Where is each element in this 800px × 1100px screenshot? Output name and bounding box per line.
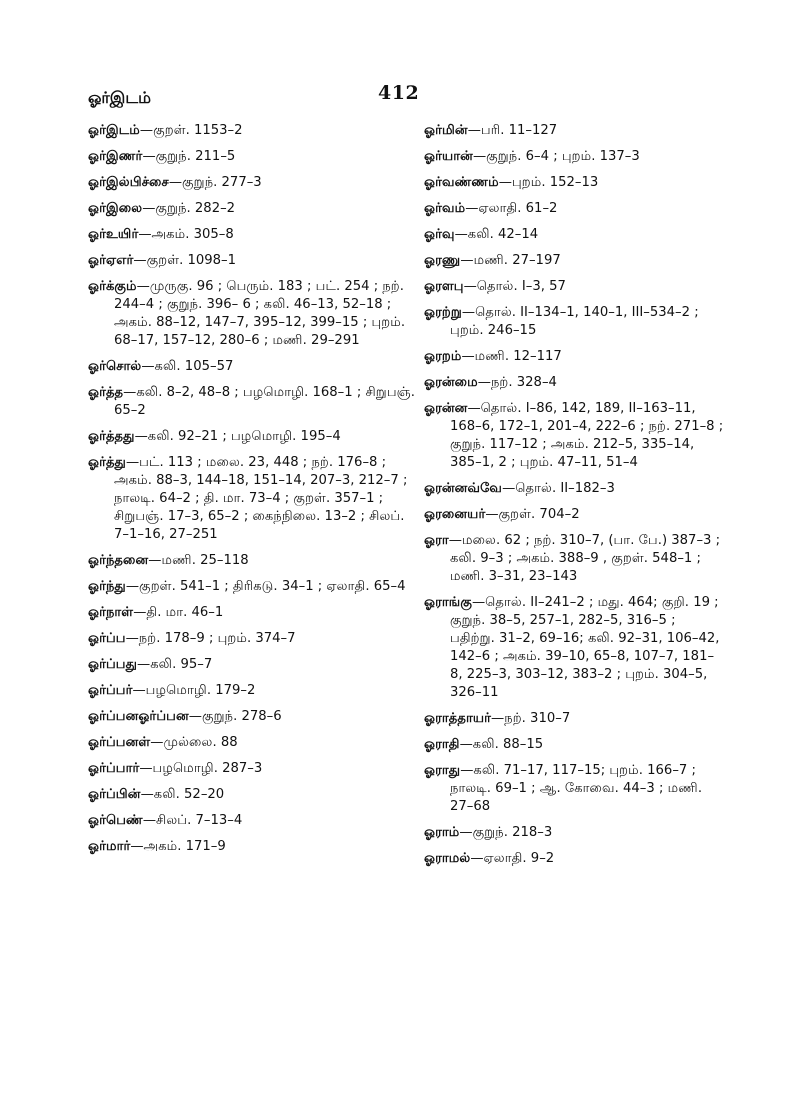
entry-references: —கலி. 8–2, 48–8 ; பழமொழி. 168–1 ; சிறுபஞ். 65–2	[114, 385, 415, 418]
entry-references: —குறுந். 6–4 ; புறம். 137–3	[472, 149, 640, 164]
entry-headword: ஓராம்	[424, 825, 460, 840]
index-entry	[88, 200, 418, 218]
index-entry	[424, 148, 724, 166]
entry-headword: ஓர்யான்	[424, 149, 473, 164]
index-entry	[424, 736, 724, 754]
entry-headword: ஓரன்ன	[424, 401, 468, 416]
entry-headword: ஓர்இணர்	[88, 149, 143, 164]
index-entry	[88, 630, 418, 648]
index-entry	[88, 812, 418, 830]
entry-references: —கலி. 92–21 ; பழமொழி. 195–4	[134, 429, 341, 444]
entry-headword: ஓராது	[424, 763, 461, 778]
entry-references: —முல்லை. 88	[150, 735, 238, 750]
entry-headword: ஓர்ப்பார்	[88, 761, 140, 776]
index-entry	[424, 480, 724, 498]
entry-references: —குறள். 1153–2	[139, 123, 243, 138]
index-entry	[424, 278, 724, 296]
entry-headword: ஓராமல்	[424, 851, 471, 866]
index-entry	[88, 122, 418, 140]
entry-references: —குறுந். 218–3	[459, 825, 553, 840]
entry-references: —கலி. 95–7	[137, 657, 213, 672]
entry-headword: ஓர்இடம்	[88, 123, 140, 138]
entry-headword: ஓர்மார்	[88, 839, 131, 854]
running-headword: ஓர்இடம்	[88, 88, 151, 107]
entry-references: —குறுந். 277–3	[168, 175, 262, 190]
entry-references: —மணி. 27–197	[460, 253, 561, 268]
entry-references: —ஏலாதி. 61–2	[465, 201, 558, 216]
index-entry	[424, 374, 724, 392]
entry-headword: ஓர்வண்ணம்	[424, 175, 499, 190]
left-column	[88, 122, 418, 864]
index-entry	[424, 400, 724, 472]
entry-references: —குறள். 1098–1	[133, 253, 237, 268]
entry-headword: ஓர்நாள்	[88, 605, 134, 620]
index-entry	[88, 384, 418, 420]
index-entry	[88, 734, 418, 752]
entry-references: —புறம். 152–13	[498, 175, 599, 190]
index-entry	[424, 710, 724, 728]
entry-references: —முருகு. 96 ; பெரும். 183 ; பட். 254 ; நற். 244–4 ; குறுந். 396– 6 ; கலி. 46–13, 52–18 ; அகம். 88–12, 147–7, 395–12, 399–15 ; புறம். 68–17, 157–12, 280–6 ; மணி. 29–291	[114, 279, 406, 348]
entry-headword: ஓர்இல்பிச்சை	[88, 175, 169, 190]
entry-headword: ஓராங்கு	[424, 595, 472, 610]
entry-references: —நற். 178–9 ; புறம். 374–7	[125, 631, 296, 646]
index-entry	[88, 578, 418, 596]
entry-headword: ஓராத்தாயர்	[424, 711, 492, 726]
index-entry	[424, 532, 724, 586]
index-entry	[424, 174, 724, 192]
index-entry	[424, 506, 724, 524]
entry-references: —சிலப். 7–13–4	[142, 813, 243, 828]
index-entry	[88, 454, 418, 544]
entry-references: —தொல். I–86, 142, 189, II–163–11, 168–6, 172–1, 201–4, 222–6 ; நற். 271–8 ; குறுந். 117–12 ; அகம். 212–5, 335–14, 385–1, 2 ; புறம். 47–11, 51–4	[450, 401, 724, 470]
index-entry	[88, 682, 418, 700]
entry-headword: ஓர்மின்	[424, 123, 468, 138]
index-entry	[88, 838, 418, 856]
entry-references: —பட். 113 ; மலை. 23, 448 ; நற். 176–8 ; அகம். 88–3, 144–18, 151–14, 207–3, 212–7 ; நாலடி. 64–2 ; தி. மா. 73–4 ; குறள். 357–1 ; சிறுபஞ். 17–3, 65–2 ; கைந்நிலை. 13–2 ; சிலப். 7–1–16, 27–251	[114, 455, 408, 542]
index-entry	[424, 226, 724, 244]
index-entry	[424, 762, 724, 816]
index-entry	[88, 252, 418, 270]
entry-headword: ஓர்உயிர்	[88, 227, 139, 242]
index-entry	[88, 174, 418, 192]
entry-headword: ஓர்இலை	[88, 201, 143, 216]
index-entry	[424, 850, 724, 868]
entry-references: —கலி. 52–20	[140, 787, 225, 802]
entry-headword: ஓர்த்த	[88, 385, 124, 400]
index-entry	[424, 594, 724, 702]
entry-references: —தொல். II–182–3	[502, 481, 615, 496]
index-entry	[88, 552, 418, 570]
entry-references: —கலி. 105–57	[141, 359, 234, 374]
entry-references: —குறுந். 211–5	[142, 149, 236, 164]
entry-references: —குறள். 704–2	[485, 507, 580, 522]
entry-references: —அகம். 171–9	[130, 839, 226, 854]
entry-references: —கலி. 88–15	[459, 737, 544, 752]
index-entry	[424, 348, 724, 366]
entry-headword: ஓர்சொல்	[88, 359, 142, 374]
index-entry	[88, 148, 418, 166]
right-column	[424, 122, 724, 876]
entry-headword: ஓரன்னவ்வே	[424, 481, 503, 496]
entry-references: —குறுந். 282–2	[142, 201, 236, 216]
entry-headword: ஓர்வம்	[424, 201, 466, 216]
entry-headword: ஓர்த்து	[88, 455, 126, 470]
entry-references: —ஏலாதி. 9–2	[470, 851, 555, 866]
entry-headword: ஓர்ப்பனள்	[88, 735, 151, 750]
entry-headword: ஓராதி	[424, 737, 460, 752]
index-entry	[88, 278, 418, 350]
entry-headword: ஓரளபு	[424, 279, 464, 294]
entry-references: —அகம். 305–8	[138, 227, 234, 242]
entry-headword: ஓர்ஏஎர்	[88, 253, 134, 268]
entry-headword: ஓரன்மை	[424, 375, 478, 390]
entry-headword: ஓர்ப்பனஓர்ப்பன	[88, 709, 189, 724]
entry-references: —மணி. 12–117	[461, 349, 562, 364]
entry-references: —நற். 328–4	[477, 375, 557, 390]
entry-headword: ஓர்ப்பது	[88, 657, 138, 672]
entry-headword: ஓர்ப்பின்	[88, 787, 141, 802]
index-entry	[88, 358, 418, 376]
entry-headword: ஓரணு	[424, 253, 461, 268]
entry-references: —தொல். II–134–1, 140–1, III–534–2 ; புறம். 246–15	[450, 305, 699, 338]
entry-references: —தி. மா. 46–1	[133, 605, 224, 620]
index-entry	[424, 200, 724, 218]
entry-headword: ஓரற்று	[424, 305, 462, 320]
entry-references: —பழமொழி. 179–2	[132, 683, 256, 698]
entry-headword: ஓர்க்கும்	[88, 279, 137, 294]
index-entry	[88, 226, 418, 244]
index-entry	[424, 252, 724, 270]
index-entry	[88, 760, 418, 778]
page-number: 412	[378, 82, 420, 104]
index-entry	[88, 786, 418, 804]
index-entry	[88, 604, 418, 622]
entry-headword: ஓர்த்தது	[88, 429, 135, 444]
entry-headword: ஓர்ப்பர்	[88, 683, 133, 698]
index-entry	[88, 656, 418, 674]
index-entry	[424, 304, 724, 340]
entry-headword: ஓர்ப்ப	[88, 631, 126, 646]
entry-references: —குறள். 541–1 ; திரிகடு. 34–1 ; ஏலாதி. 65–4	[125, 579, 406, 594]
entry-references: —கலி. 71–17, 117–15; புறம். 166–7 ; நாலடி. 69–1 ; ஆ. கோவை. 44–3 ; மணி. 27–68	[450, 763, 703, 814]
entry-headword: ஓர்வு	[424, 227, 455, 242]
entry-headword: ஓர்ந்து	[88, 579, 126, 594]
entry-headword: ஓர்பெண்	[88, 813, 143, 828]
entry-references: —கலி. 42–14	[454, 227, 539, 242]
entry-references: —பரி. 11–127	[467, 123, 558, 138]
entry-headword: ஓரனையர்	[424, 507, 486, 522]
entry-references: —குறுந். 278–6	[188, 709, 282, 724]
entry-references: —நற். 310–7	[491, 711, 571, 726]
index-entry	[424, 824, 724, 842]
entry-references: —மணி. 25–118	[148, 553, 249, 568]
index-entry	[424, 122, 724, 140]
index-entry	[88, 428, 418, 446]
entry-headword: ஓரா	[424, 533, 449, 548]
entry-headword: ஓர்ந்தனை	[88, 553, 149, 568]
entry-headword: ஓரறம்	[424, 349, 462, 364]
entry-references: —மலை. 62 ; நற். 310–7, (பா. பே.) 387–3 ; கலி. 9–3 ; அகம். 388–9 , குறள். 548–1 ; மணி. 3–31, 23–143	[448, 533, 721, 584]
entry-references: —தொல். I–3, 57	[463, 279, 566, 294]
entry-references: —பழமொழி. 287–3	[139, 761, 263, 776]
index-entry	[88, 708, 418, 726]
entry-references: —தொல். II–241–2 ; மது. 464; குறி. 19 ; குறுந். 38–5, 257–1, 282–5, 316–5 ; பதிற்று. 31–2, 69–16; கலி. 92–31, 106–42, 142–6 ; அகம். 39–10, 65–8, 107–7, 181–8, 225–3, 303–12, 383–2 ; புறம். 304–5, 326–11	[450, 595, 720, 700]
